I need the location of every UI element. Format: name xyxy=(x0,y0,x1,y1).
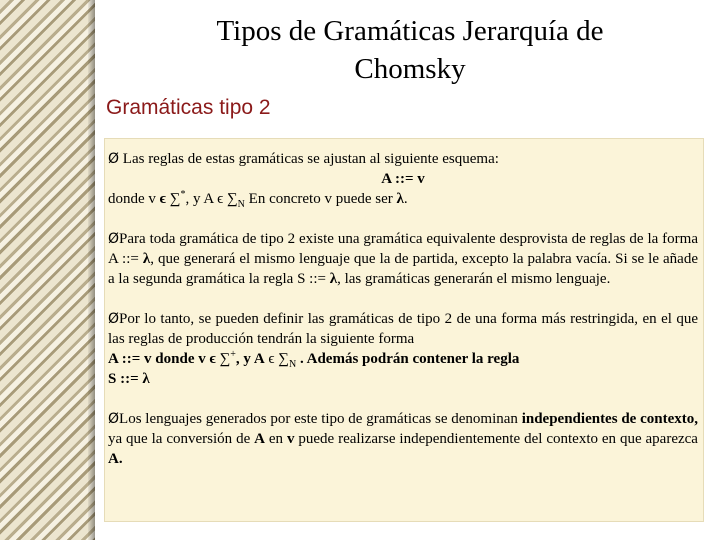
bullet-arrow-icon: Ø xyxy=(108,411,120,427)
title-line-1: Tipos de Gramáticas Jerarquía de xyxy=(216,15,604,47)
p4-bold-term: independientes de contexto, xyxy=(521,411,699,427)
p2-text: Para toda gramática de tipo 2 existe una gramática equivalente desprovista de reglas de la forma A ::= xyxy=(108,231,698,267)
star-superscript: * xyxy=(180,189,186,200)
p2-text: , las gramáticas generarán el mismo lenguaje. xyxy=(337,271,611,287)
bullet-arrow-icon: Ø xyxy=(108,151,120,167)
p4-text: en xyxy=(264,431,287,447)
p4-text: Los lenguajes generados por este tipo de gramáticas se denominan xyxy=(119,411,522,427)
p2-text: , que generará el mismo lenguaje que la de partida, excepto la palabra vacía. Si se le añade a la segunda gramática la regla S ::= xyxy=(108,251,698,287)
p3-text: S ::= xyxy=(108,371,139,387)
plus-superscript: + xyxy=(230,349,236,360)
decorative-stripe-band xyxy=(0,0,95,540)
p4-text: puede realizarse independientemente del contexto en que aparezca xyxy=(294,431,698,447)
p4-symbol-a-end: A. xyxy=(108,451,123,467)
lambda-symbol: λ xyxy=(329,271,338,287)
p1-text: donde v xyxy=(108,191,156,207)
title-line-2: Chomsky xyxy=(354,53,466,85)
element-of-symbol: ϵ xyxy=(217,191,224,207)
p4-symbol-a: A xyxy=(254,431,265,447)
bullet-arrow-icon: Ø xyxy=(108,231,120,247)
content-box xyxy=(104,138,704,522)
sigma-symbol: ∑ xyxy=(219,351,231,367)
lambda-symbol: λ xyxy=(142,251,151,267)
paragraph-3 xyxy=(108,309,698,389)
p4-symbol-v: v xyxy=(286,431,295,447)
lambda-symbol: λ xyxy=(142,371,150,387)
p1-text: . xyxy=(403,191,408,207)
slide-title xyxy=(110,12,710,88)
sigma-symbol: ∑ xyxy=(278,351,289,367)
p1-intro: Las reglas de estas gramáticas se ajustan al siguiente esquema: xyxy=(122,151,499,167)
paragraph-2 xyxy=(108,229,698,289)
lambda-symbol: λ xyxy=(396,191,404,207)
n-subscript: N xyxy=(288,359,297,370)
element-of-symbol: ϵ xyxy=(209,351,216,367)
sigma-symbol: ∑ xyxy=(169,191,181,207)
p1-text: En concreto v puede ser xyxy=(244,191,393,207)
sigma-symbol: ∑ xyxy=(226,191,238,207)
p1-schema: A ::= v xyxy=(381,171,425,187)
p3-text: , y A xyxy=(235,351,265,367)
p3-text: A ::= v donde v xyxy=(108,351,206,367)
bullet-arrow-icon: Ø xyxy=(108,311,120,327)
p3-text: Por lo tanto, se pueden definir las gramáticas de tipo 2 de una forma más restringida, en el que las reglas de producción tendrán la siguiente forma xyxy=(108,311,698,347)
p4-text: ya que la conversión de xyxy=(108,431,255,447)
slide-subtitle: Gramáticas tipo 2 xyxy=(106,96,271,119)
p3-text: . Además podrán contener la regla xyxy=(299,351,520,367)
paragraph-1 xyxy=(108,149,698,209)
element-of-symbol: ϵ xyxy=(159,191,166,207)
stripe-shadow xyxy=(88,0,95,540)
p1-text: , y A xyxy=(185,191,214,207)
n-subscript: N xyxy=(237,199,245,210)
element-of-symbol: ϵ xyxy=(268,351,275,367)
paragraph-4 xyxy=(108,409,698,469)
